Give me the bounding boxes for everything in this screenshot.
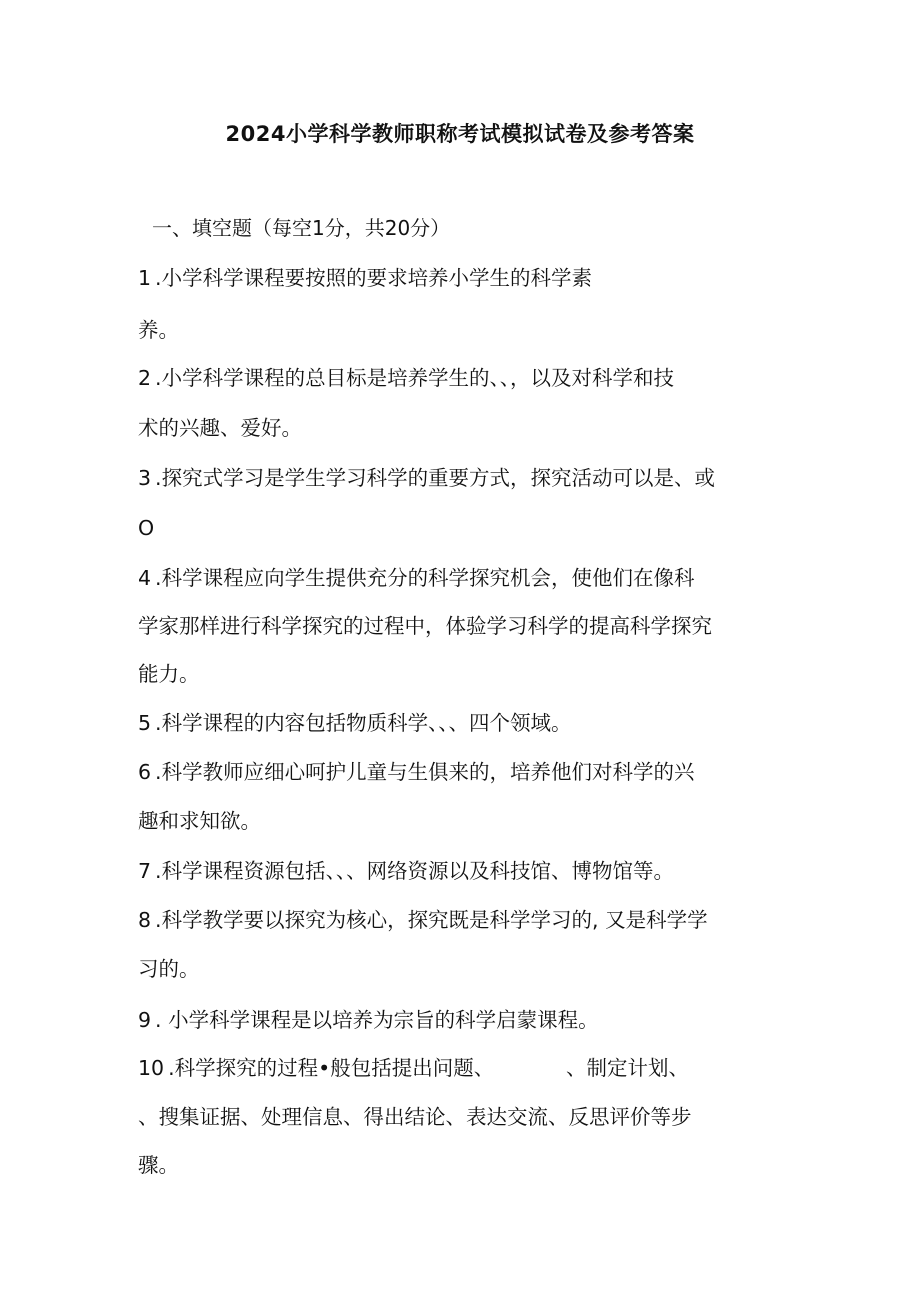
question-text: 能力。 xyxy=(138,662,200,686)
question-4-line-1 xyxy=(138,568,695,589)
page-title: 2024小学科学教师职称考试模拟试卷及参考答案 xyxy=(225,122,695,146)
section-heading: 一、填空题（每空1分，共20分） xyxy=(152,216,451,240)
question-text: 养。 xyxy=(138,318,179,342)
question-text: . 小学科学课程是以培养为宗旨的科学启蒙课程。 xyxy=(155,1008,599,1032)
question-text: 习的。 xyxy=(138,957,200,981)
question-text: .探究式学习是学生学习科学的重要方式，探究活动可以是、或 xyxy=(155,466,716,490)
question-5-line-1 xyxy=(138,713,572,734)
question-text: .科学课程资源包括、、、网络资源以及科技馆、博物馆等。 xyxy=(155,859,675,883)
question-9-line-1 xyxy=(138,1010,599,1031)
question-text: .小学科学课程要按照的要求培养小学生的科学素 xyxy=(155,266,593,290)
question-text: .科学课程的内容包括物质科学、、、四个领域。 xyxy=(155,711,572,735)
question-10-line-1 xyxy=(138,1058,689,1079)
question-number: 1 xyxy=(138,266,152,290)
question-number: 3 xyxy=(138,466,152,490)
question-3-line-1 xyxy=(138,468,715,489)
question-2-line-1 xyxy=(138,368,674,389)
question-text: .科学教师应细心呵护儿童与生俱来的，培养他们对科学的兴 xyxy=(155,760,695,784)
question-2-line-2 xyxy=(138,418,302,439)
question-4-line-3 xyxy=(138,664,200,685)
question-10-line-2 xyxy=(138,1107,692,1128)
question-text: 趣和求知欲。 xyxy=(138,809,261,833)
question-text: .科学课程应向学生提供充分的科学探究机会，使他们在像科 xyxy=(155,566,695,590)
question-text: .小学科学课程的总目标是培养学生的、、，以及对科学和技 xyxy=(155,366,675,390)
question-text: 骤。 xyxy=(138,1153,179,1177)
question-text: O xyxy=(138,516,155,540)
question-1-line-2 xyxy=(138,320,179,341)
question-8-line-1 xyxy=(138,910,708,931)
question-number: 4 xyxy=(138,566,152,590)
question-number: 10 xyxy=(138,1056,165,1080)
question-number: 9 xyxy=(138,1008,152,1032)
question-text: 、搜集证据、处理信息、得出结论、表达交流、反思评价等步 xyxy=(138,1105,692,1129)
question-3-line-2 xyxy=(138,518,154,539)
question-10-line-3 xyxy=(138,1155,179,1176)
question-text: .科学探究的过程•般包括提出问题、 、制定计划、 xyxy=(168,1056,689,1080)
question-6-line-2 xyxy=(138,811,261,832)
question-text: 术的兴趣、爱好。 xyxy=(138,416,302,440)
question-7-line-1 xyxy=(138,861,674,882)
question-text: 学家那样进行科学探究的过程中，体验学习科学的提高科学探究 xyxy=(138,614,712,638)
question-1-line-1 xyxy=(138,268,592,289)
question-text: .科学教学要以探究为核心，探究既是科学学习的, 又是科学学 xyxy=(155,908,708,932)
question-number: 8 xyxy=(138,908,152,932)
question-number: 5 xyxy=(138,711,152,735)
question-number: 2 xyxy=(138,366,152,390)
question-number: 6 xyxy=(138,760,152,784)
question-8-line-2 xyxy=(138,959,200,980)
question-6-line-1 xyxy=(138,762,695,783)
question-4-line-2 xyxy=(138,616,712,637)
question-number: 7 xyxy=(138,859,152,883)
